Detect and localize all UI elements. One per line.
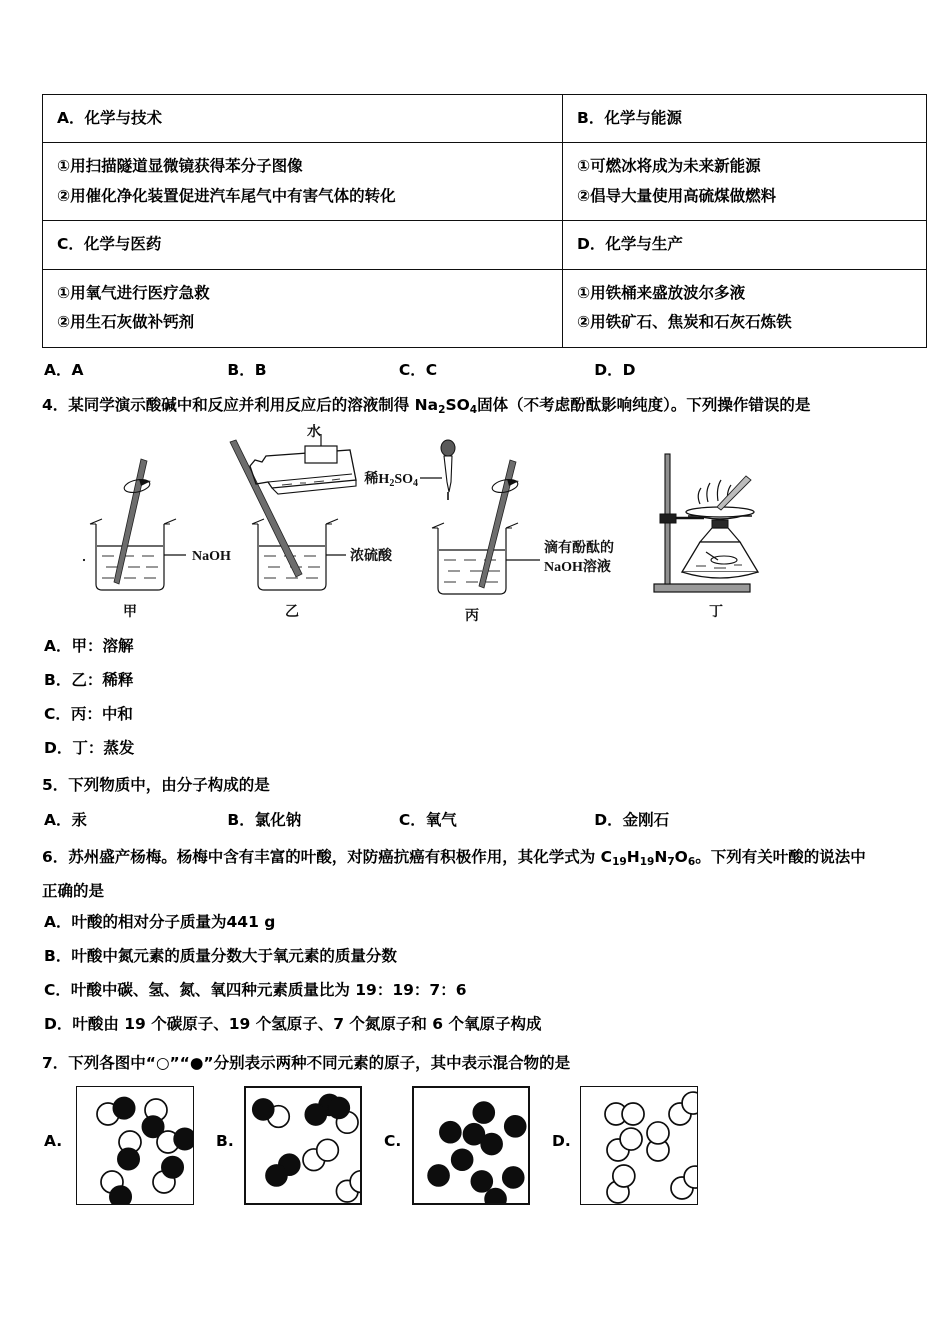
item: ②用生石灰做补钙剂 bbox=[57, 313, 195, 332]
q4-stem-sub2: 4 bbox=[469, 403, 478, 416]
figure-bing bbox=[420, 440, 540, 594]
caption-bing: 丙 bbox=[465, 608, 479, 624]
q7-stem: 7．下列各图中“○”“●”分别表示两种不同元素的原子，其中表示混合物的是 bbox=[42, 1054, 571, 1072]
molecule-box-d[interactable] bbox=[580, 1086, 698, 1205]
q6-choice-a[interactable]: A．叶酸的相对分子质量为441 g bbox=[44, 913, 276, 931]
q4-choice-a[interactable]: A．甲：溶解 bbox=[44, 637, 134, 655]
item: ①用氧气进行医疗急救 bbox=[57, 283, 210, 302]
q6-stem-part2: 。下列有关叶酸的说法中 bbox=[695, 848, 866, 866]
cell-a-items bbox=[43, 143, 563, 221]
molecule-diagram-c bbox=[414, 1088, 528, 1203]
q4-stem-part2: SO bbox=[445, 396, 470, 414]
q3-choice-a[interactable]: A．A bbox=[44, 361, 84, 379]
q6-choice-b[interactable]: B．叶酸中氮元素的质量分数大于氧元素的质量分数 bbox=[44, 947, 397, 965]
molecule-box-b[interactable] bbox=[244, 1086, 362, 1205]
q6-formula-c: 19 bbox=[612, 855, 627, 868]
q7-diagram-group bbox=[40, 1086, 740, 1211]
q4-choice-b[interactable]: B．乙：稀释 bbox=[44, 671, 134, 689]
label-naoh-phenolphthalein-2: NaOH溶液 bbox=[544, 560, 611, 575]
q4-choice-c[interactable]: C．丙：中和 bbox=[44, 705, 133, 723]
q4-figure-group bbox=[40, 424, 840, 624]
q6-formula-o: 6 bbox=[687, 855, 696, 868]
q7-choice-c-label[interactable]: C. bbox=[384, 1132, 402, 1150]
table-row bbox=[43, 143, 927, 221]
apparatus-diagrams bbox=[40, 424, 840, 624]
q5-choices bbox=[44, 808, 914, 830]
q6-formula-h: 19 bbox=[639, 855, 655, 868]
label-naoh: NaOH bbox=[192, 549, 231, 564]
q5-choice-a[interactable]: A．汞 bbox=[44, 811, 87, 829]
cell-a-header: A．化学与技术 bbox=[43, 95, 563, 143]
q6-choice-d[interactable]: D．叶酸由 19 个碳原子、19 个氢原子、7 个氮原子和 6 个氧原子构成 bbox=[44, 1015, 542, 1033]
q4-stem-part1: 4．某同学演示酸碱中和反应并利用反应后的溶液制得 Na bbox=[42, 396, 439, 414]
item: ①用铁桶来盛放波尔多液 bbox=[577, 283, 746, 302]
cell-c-header: C．化学与医药 bbox=[43, 221, 563, 269]
q4-stem-sub1: 2 bbox=[438, 403, 446, 416]
cell-d-items bbox=[563, 269, 927, 347]
label-dilute-sulfuric: 稀$H_2SO_4$ bbox=[364, 472, 418, 489]
molecule-box-c[interactable] bbox=[412, 1086, 530, 1205]
q5-choice-c[interactable]: C．氧气 bbox=[398, 811, 457, 829]
q6-formula-n: 7 bbox=[667, 855, 675, 868]
q4-choice-d[interactable]: D．丁：蒸发 bbox=[44, 739, 135, 757]
q6-choice-c[interactable]: C．叶酸中碳、氢、氮、氧四种元素质量比为 19：19：7：6 bbox=[44, 981, 467, 999]
cell-b-header: B．化学与能源 bbox=[563, 95, 927, 143]
q5-choice-d[interactable]: D．金刚石 bbox=[594, 811, 670, 829]
caption-yi: 乙 bbox=[285, 604, 299, 620]
q6-stem-line2: 正确的是 bbox=[42, 882, 105, 900]
q7-choice-d-label[interactable]: D. bbox=[552, 1132, 571, 1150]
item: ②倡导大量使用高硫煤做燃料 bbox=[577, 186, 777, 205]
comparison-table bbox=[42, 94, 927, 348]
q6-choices bbox=[44, 910, 541, 1046]
q4-stem bbox=[42, 392, 922, 419]
q3-choice-b[interactable]: B．B bbox=[227, 361, 267, 379]
figure-jia bbox=[83, 459, 186, 590]
cell-d-header: D．化学与生产 bbox=[563, 221, 927, 269]
table-row bbox=[43, 221, 927, 269]
caption-jia: 甲 bbox=[123, 604, 137, 620]
label-nongliusuan: 浓硫酸 bbox=[350, 548, 392, 564]
q6-stem-line1: 6．苏州盛产杨梅。杨梅中含有丰富的叶酸，对防癌抗癌有积极作用，其化学式为 $C_{19}H_{19}N_7O_6$。下列有关叶酸的说法中 bbox=[42, 848, 866, 868]
label-shui: 水 bbox=[307, 424, 321, 440]
q4-choices bbox=[44, 634, 134, 770]
q3-choices bbox=[44, 358, 914, 380]
cell-b-items bbox=[563, 143, 927, 221]
cell-c-items bbox=[43, 269, 563, 347]
caption-ding: 丁 bbox=[709, 604, 723, 620]
molecule-diagram-b bbox=[246, 1088, 360, 1203]
molecule-box-a[interactable] bbox=[76, 1086, 194, 1205]
q5-choice-b[interactable]: B．氯化钠 bbox=[227, 811, 302, 829]
table-row bbox=[43, 269, 927, 347]
q4-stem-part3: 固体（不考虑酚酞影响纯度）。下列操作错误的是 bbox=[477, 396, 811, 414]
q3-choice-d[interactable]: D．D bbox=[594, 361, 636, 379]
molecule-diagram-d bbox=[581, 1087, 697, 1204]
q3-choice-c[interactable]: C．C bbox=[398, 361, 438, 379]
q7-choice-b-label[interactable]: B. bbox=[216, 1132, 234, 1150]
q7-choice-a-label[interactable]: A. bbox=[44, 1132, 63, 1150]
item: ①用扫描隧道显微镜获得苯分子图像 bbox=[57, 157, 303, 176]
item: ②用铁矿石、焦炭和石灰石炼铁 bbox=[577, 313, 792, 332]
item: ②用催化净化装置促进汽车尾气中有害气体的转化 bbox=[57, 186, 396, 205]
molecule-diagram-a bbox=[77, 1087, 193, 1204]
item: ①可燃冰将成为未来新能源 bbox=[577, 157, 761, 176]
q6-stem-part1: 6．苏州盛产杨梅。杨梅中含有丰富的叶酸，对防癌抗癌有积极作用，其化学式为 C bbox=[42, 848, 613, 866]
label-naoh-phenolphthalein-1: 滴有酚酞的 bbox=[544, 540, 614, 556]
q5-stem: 5．下列物质中，由分子构成的是 bbox=[42, 776, 270, 794]
figure-yi bbox=[230, 434, 356, 590]
table-row bbox=[43, 95, 927, 143]
figure-ding bbox=[654, 454, 758, 592]
